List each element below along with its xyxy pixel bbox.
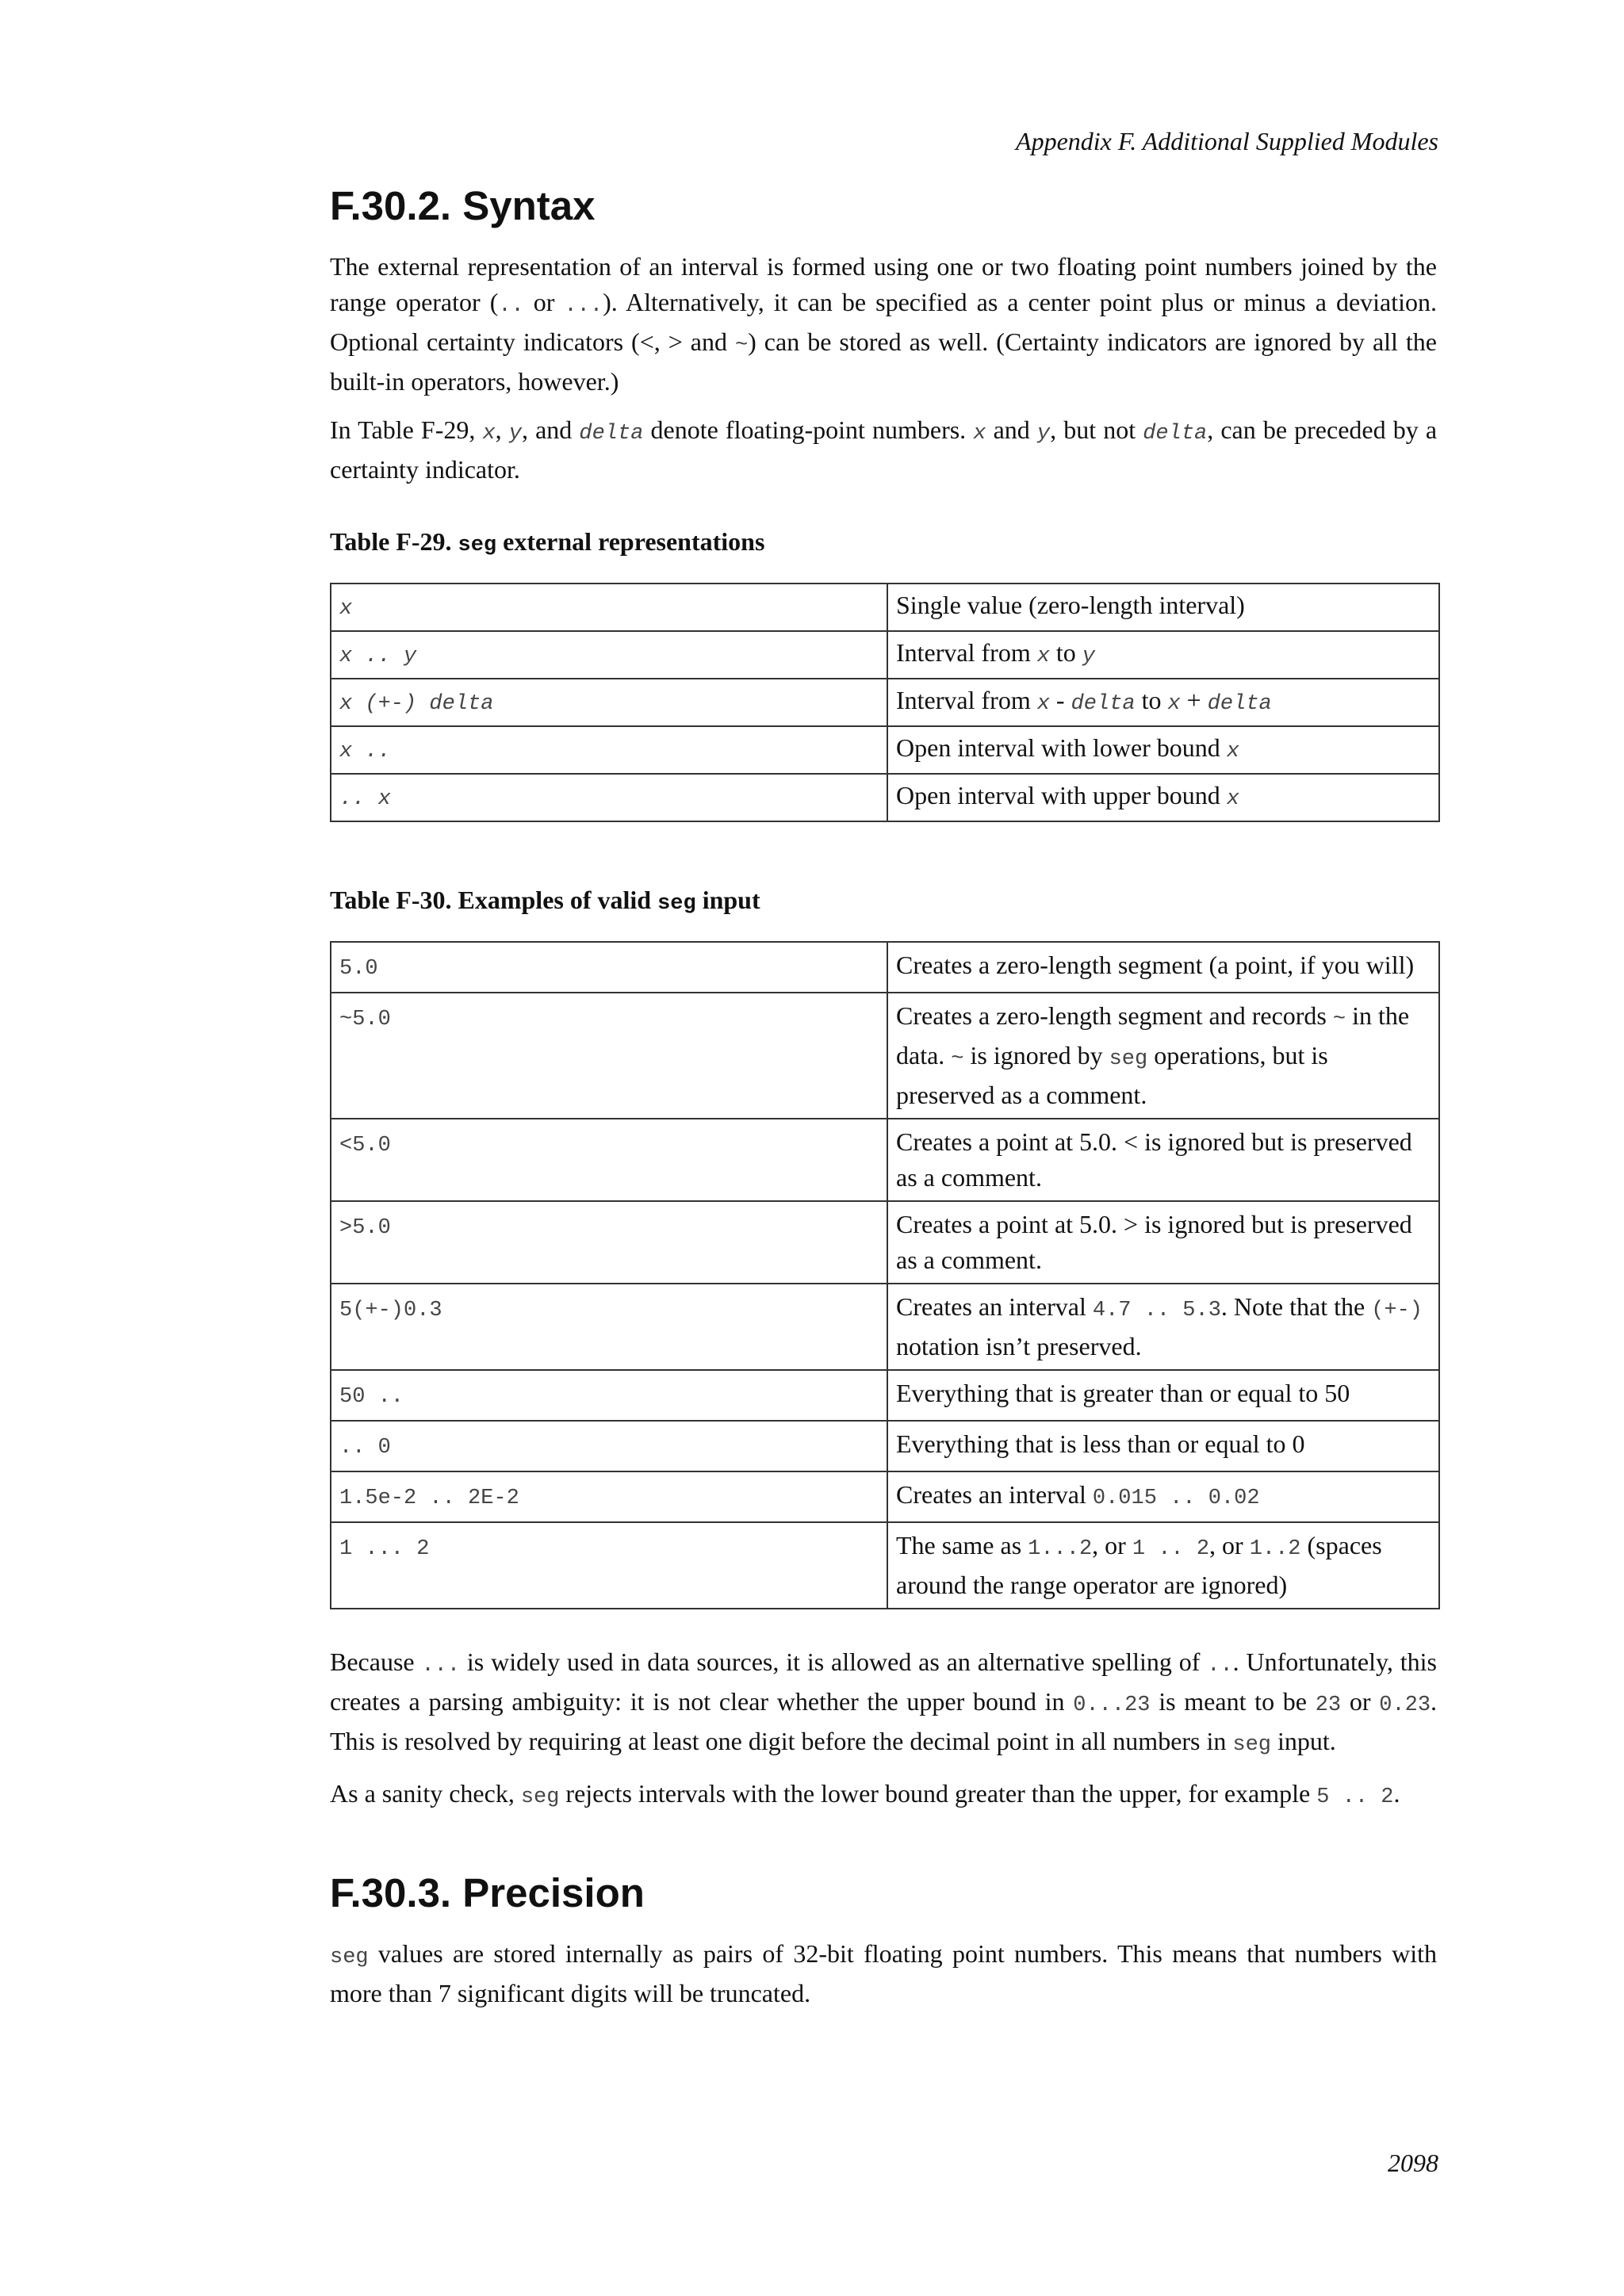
- table-cell-description: Creates a zero-length segment (a point, if you will): [887, 942, 1439, 993]
- section-title-precision: F.30.3. Precision: [330, 1870, 645, 1916]
- table-row: [331, 726, 1439, 774]
- table-row: [331, 1284, 1439, 1370]
- table-row: [331, 1421, 1439, 1471]
- table-cell-syntax: .. 0: [331, 1421, 887, 1471]
- table-cell-syntax: 50 ..: [331, 1370, 887, 1421]
- table-f30: [330, 941, 1440, 1609]
- table-row: [331, 679, 1439, 726]
- table-cell-description: Everything that is greater than or equal to 50: [887, 1370, 1439, 1421]
- table-row: [331, 942, 1439, 993]
- table-f29: [330, 583, 1440, 822]
- table-cell-description: Interval from x to y: [887, 631, 1439, 679]
- table-cell-syntax: >5.0: [331, 1201, 887, 1284]
- table-row: [331, 631, 1439, 679]
- table-cell-syntax: 1 ... 2: [331, 1522, 887, 1609]
- table-cell-description: Creates a point at 5.0. < is ignored but is preserved as a comment.: [887, 1119, 1439, 1201]
- table-cell-syntax: 5.0: [331, 942, 887, 993]
- section-title-syntax: F.30.2. Syntax: [330, 183, 596, 228]
- paragraph-syntax-intro: The external representation of an interval is formed using one or two floating point numbers joined by the range operator (.. or ...). Alternatively, it can be specified as a center point plus or minus a deviation. Optional certainty indicators (<, > and ~) can be stored as well. (Certainty indicators are ignored by all the built-in operators, however.): [330, 252, 1438, 396]
- table-cell-description: Interval from x - delta to x + delta: [887, 679, 1439, 726]
- table-cell-syntax: x: [331, 584, 887, 631]
- table-cell-syntax: <5.0: [331, 1119, 887, 1201]
- table-row: [331, 1471, 1439, 1522]
- paragraph-sanity-check: As a sanity check, seg rejects intervals with the lower bound greater than the upper, for example 5 .. 2.: [330, 1779, 1400, 1810]
- table-cell-syntax: x (+-) delta: [331, 679, 887, 726]
- table-cell-syntax: ~5.0: [331, 993, 887, 1119]
- table-cell-description: Creates a point at 5.0. > is ignored but is preserved as a comment.: [887, 1201, 1439, 1284]
- table-cell-description: Creates an interval 4.7 .. 5.3. Note that the (+-) notation isn’t preserved.: [887, 1284, 1439, 1370]
- table-row: [331, 584, 1439, 631]
- table-cell-description: Everything that is less than or equal to 0: [887, 1421, 1439, 1471]
- paragraph-table-notation: In Table F-29, x, y, and delta denote floating-point numbers. x and y, but not delta, can be preceded by a certainty indicator.: [330, 415, 1438, 484]
- table-cell-description: Open interval with lower bound x: [887, 726, 1439, 774]
- table-cell-syntax: x .. y: [331, 631, 887, 679]
- table-cell-description: The same as 1...2, or 1 .. 2, or 1..2 (spaces around the range operator are ignored): [887, 1522, 1439, 1609]
- page-number: 2098: [1388, 2149, 1438, 2177]
- page-content: [330, 184, 1437, 2024]
- table-cell-description: Creates a zero-length segment and records ~ in the data. ~ is ignored by seg operations, but is preserved as a comment.: [887, 993, 1439, 1119]
- table-cell-syntax: .. x: [331, 774, 887, 821]
- table-cell-description: Creates an interval 0.015 .. 0.02: [887, 1471, 1439, 1522]
- table-cell-description: Single value (zero-length interval): [887, 584, 1439, 631]
- paragraph-precision: seg values are stored internally as pairs of 32-bit floating point numbers. This means that numbers with more than 7 significant digits will be truncated.: [330, 1939, 1437, 2008]
- table-row: [331, 1119, 1439, 1201]
- table-cell-syntax: 5(+-)0.3: [331, 1284, 887, 1370]
- paragraph-parsing-ambiguity: Because ... is widely used in data sources, it is allowed as an alternative spelling of ... Unfortunately, this creates a parsing ambiguity: it is not clear whether the upper bound in 0...23 is meant to be 23 or 0.23. This is resolved by requiring at least one digit before the decimal point in all numbers in seg input.: [330, 1647, 1438, 1758]
- table-row: [331, 1522, 1439, 1609]
- table-row: [331, 993, 1439, 1119]
- table-f29-caption: Table F-29. seg external representations: [330, 527, 765, 558]
- table-row: [331, 1201, 1439, 1284]
- table-cell-syntax: x ..: [331, 726, 887, 774]
- table-cell-description: Open interval with upper bound x: [887, 774, 1439, 821]
- running-head: Appendix F. Additional Supplied Modules: [1016, 127, 1438, 155]
- table-f30-caption: Table F-30. Examples of valid seg input: [330, 886, 760, 916]
- table-cell-syntax: 1.5e-2 .. 2E-2: [331, 1471, 887, 1522]
- table-row: [331, 774, 1439, 821]
- table-row: [331, 1370, 1439, 1421]
